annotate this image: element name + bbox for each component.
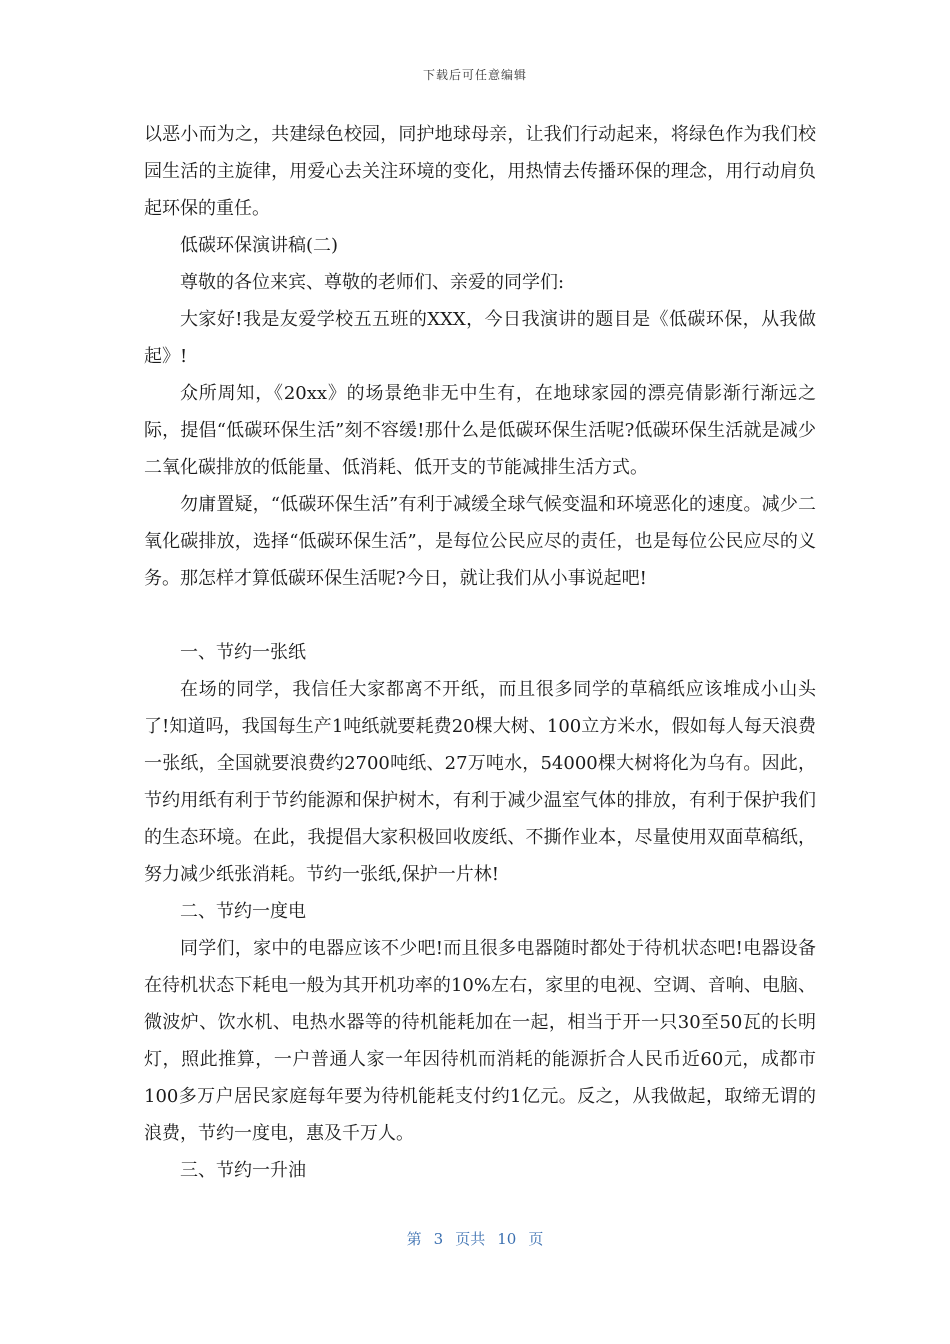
document-body — [144, 116, 816, 1189]
page-header: 下载后可任意编辑 — [422, 68, 527, 82]
footer-middle: 页共 — [455, 1230, 486, 1248]
paragraph-greeting: 大家好!我是友爱学校五五班的XXX，今日我演讲的题目是《低碳环保，从我做起》! — [144, 309, 816, 367]
paragraph: 勿庸置疑，“低碳环保生活”有利于减缓全球气候变温和环境恶化的速度。减少二氧化碳排放，选择“低碳环保生活”，是每位公民应尽的责任，也是每位公民应尽的义务。那怎样才算低碳环保生活呢?今日，就让我们从小事说起吧! — [144, 494, 816, 589]
subheading-3: 三、节约一升油 — [180, 1160, 306, 1181]
salutation: 尊敬的各位来宾、尊敬的老师们、亲爱的同学们: — [180, 272, 565, 293]
footer-prefix: 第 — [406, 1230, 422, 1248]
subheading-1: 一、节约一张纸 — [180, 642, 306, 663]
footer-suffix: 页 — [528, 1230, 544, 1248]
paragraph-continuation: 以恶小而为之，共建绿色校园，同护地球母亲，让我们行动起来，将绿色作为我们校园生活的主旋律，用爱心去关注环境的变化，用热情去传播环保的理念，用行动肩负起环保的重任。 — [144, 124, 816, 219]
section-title: 低碳环保演讲稿(二) — [180, 235, 339, 256]
total-pages-number: 10 — [497, 1230, 517, 1248]
page-footer — [0, 1228, 950, 1249]
current-page-number: 3 — [433, 1230, 444, 1248]
paragraph: 同学们，家中的电器应该不少吧!而且很多电器随时都处于待机状态吧!电器设备在待机状态下耗电一般为其开机功率的10%左右，家里的电视、空调、音响、电脑、微波炉、饮水机、电热水器等的待机能耗加在一起，相当于开一只30至50瓦的长明灯，照此推算，一户普通人家一年因待机而消耗的能源折合人民币近60元，成都市100多万户居民家庭每年要为待机能耗支付约1亿元。反之，从我做起，取缔无谓的浪费，节约一度电，惠及千万人。 — [144, 938, 816, 1144]
subheading-2: 二、节约一度电 — [180, 901, 306, 922]
paragraph: 在场的同学，我信任大家都离不开纸，而且很多同学的草稿纸应该堆成小山头了!知道吗，我国每生产1吨纸就要耗费20棵大树、100立方米水，假如每人每天浪费一张纸，全国就要浪费约2700吨纸、27万吨水，54000棵大树将化为乌有。因此，节约用纸有利于节约能源和保护树木，有利于减少温室气体的排放，有利于保护我们的生态环境。在此，我提倡大家积极回收废纸、不撕作业本，尽量使用双面草稿纸，努力减少纸张消耗。节约一张纸,保护一片林! — [144, 679, 816, 885]
paragraph: 众所周知，《20xx》的场景绝非无中生有，在地球家园的漂亮倩影渐行渐远之际，提倡“低碳环保生活”刻不容缓!那什么是低碳环保生活呢?低碳环保生活就是减少二氧化碳排放的低能量、低消耗、低开支的节能减排生活方式。 — [144, 383, 816, 478]
